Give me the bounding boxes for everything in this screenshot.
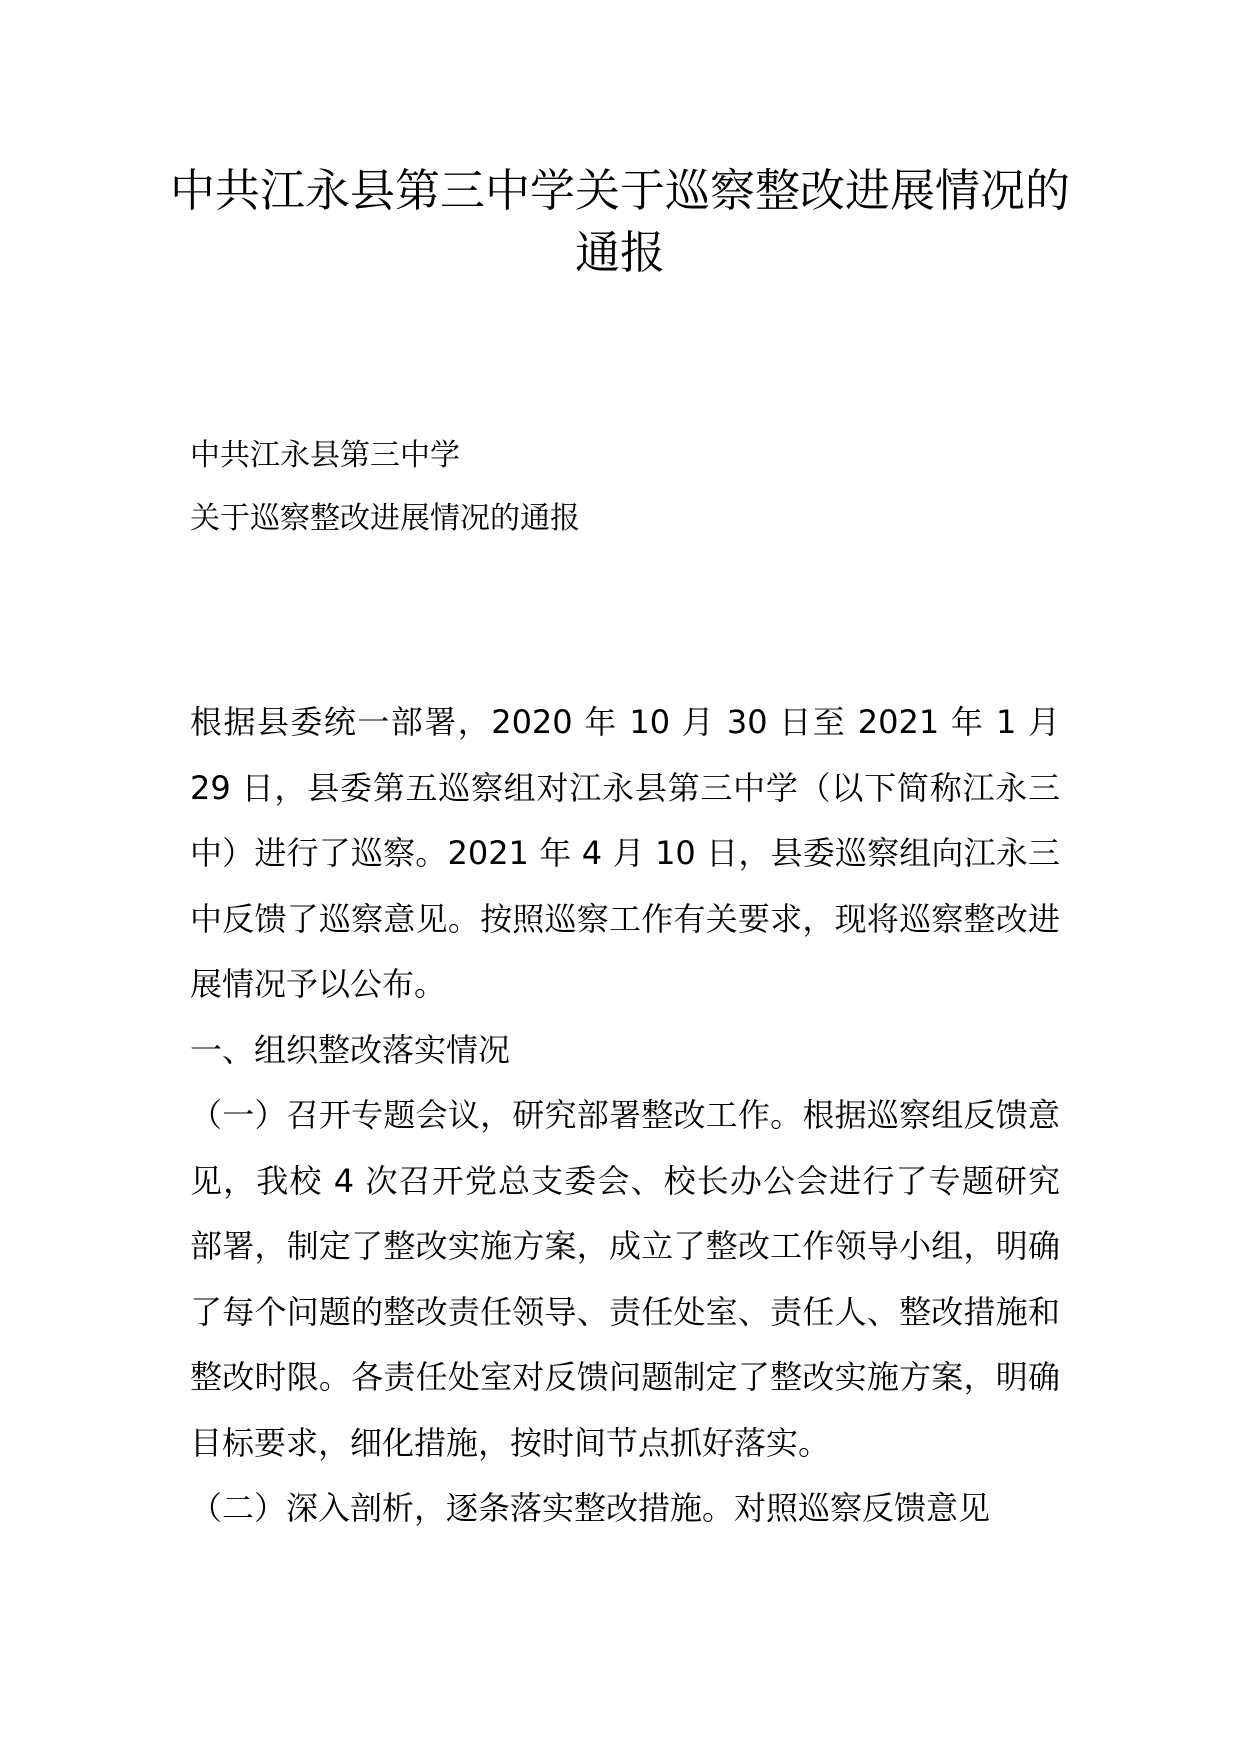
document-title: 中共江永县第三中学关于巡察整改进展情况的通报	[169, 164, 1070, 279]
document-subject: 关于巡察整改进展情况的通报	[190, 501, 580, 536]
issuing-organization: 中共江永县第三中学	[190, 438, 460, 473]
document-body	[190, 690, 1060, 1542]
section-heading: 一、组织整改落实情况	[190, 1030, 511, 1069]
paragraph-intro: 根据县委统一部署，2020 年 10 月 30 日至 2021 年 1 月 29 日，县委第五巡察组对江永县第三中学（以下简称江永三中）进行了巡察。2021 年 4 月 10 日，县委巡察组向江永三中反馈了巡察意见。按照巡察工作有关要求，现将巡察整改进展情况予以公布。	[190, 703, 1060, 1003]
paragraph-item-1: （一）召开专题会议，研究部署整改工作。根据巡察组反馈意见，我校 4 次召开党总支委会、校长办公会进行了专题研究部署，制定了整改实施方案，成立了整改工作领导小组，明确了每个问题的整改责任领导、责任处室、责任人、整改措施和整改时限。各责任处室对反馈问题制定了整改实施方案，明确目标要求，细化措施，按时间节点抓好落实。	[190, 1096, 1060, 1462]
paragraph-item-2: （二）深入剖析，逐条落实整改措施。对照巡察反馈意见	[190, 1489, 991, 1527]
